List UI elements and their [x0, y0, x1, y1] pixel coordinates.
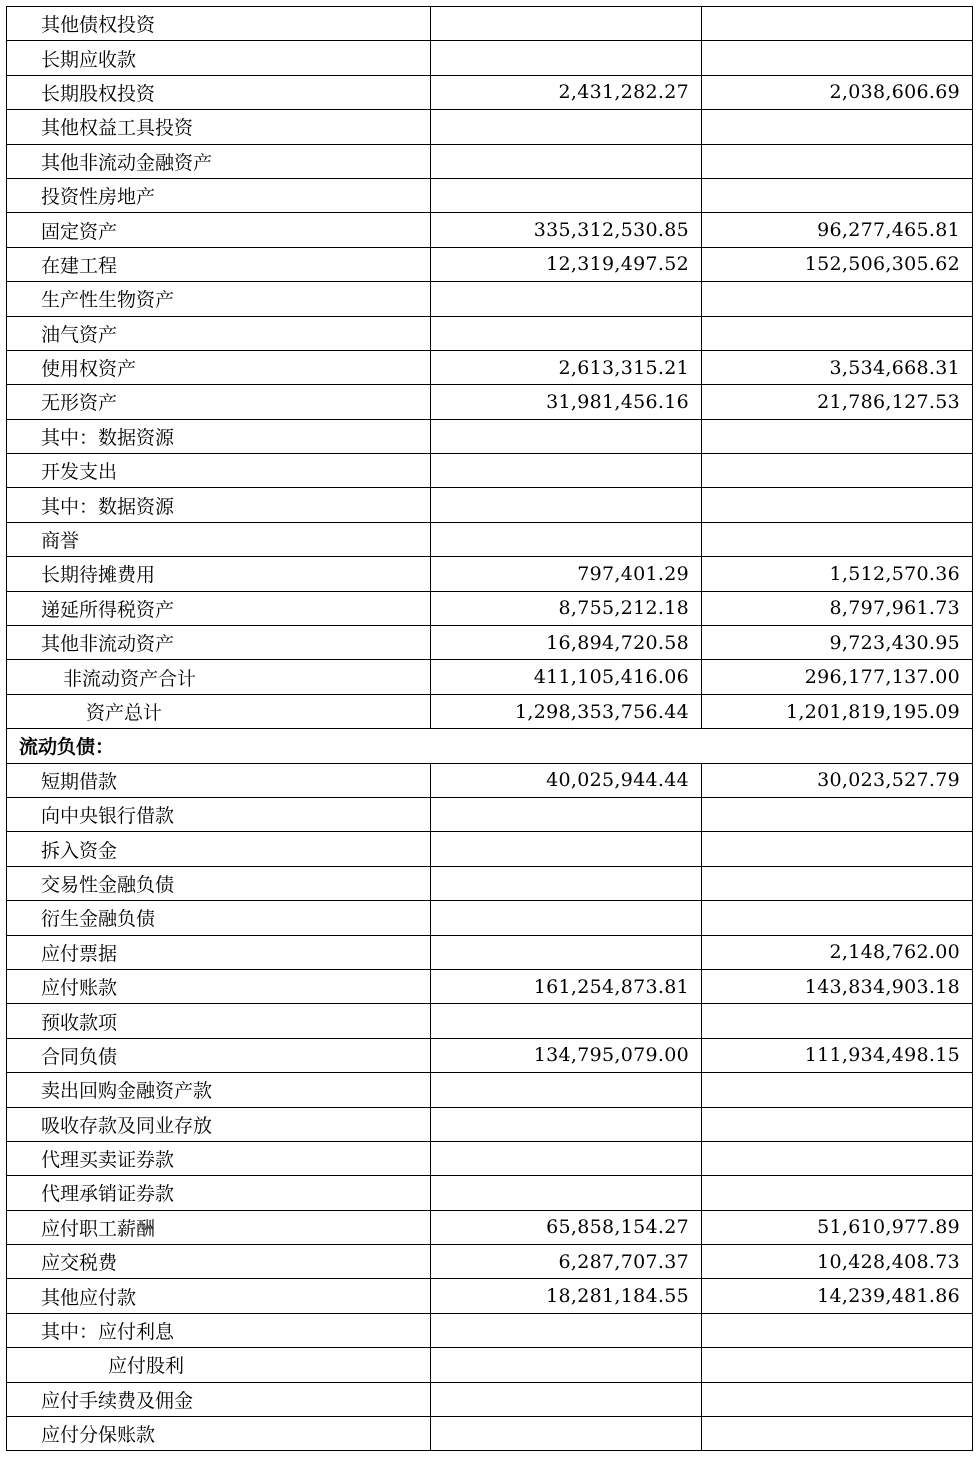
- row-label: 合同负债: [7, 1038, 431, 1072]
- previous-period-value: [702, 282, 973, 316]
- row-label: 无形资产: [7, 385, 431, 419]
- previous-period-value: [702, 522, 973, 556]
- current-period-value: 2,613,315.21: [431, 350, 702, 384]
- current-period-value: [431, 797, 702, 831]
- row-label: 向中央银行借款: [7, 797, 431, 831]
- table-row: [7, 75, 973, 109]
- current-period-value: 31,981,456.16: [431, 385, 702, 419]
- row-label: 其他债权投资: [7, 7, 431, 41]
- table-row: [7, 385, 973, 419]
- previous-period-value: 21,786,127.53: [702, 385, 973, 419]
- previous-period-value: [702, 1004, 973, 1038]
- table-row: [7, 1210, 973, 1244]
- row-label: 其他权益工具投资: [7, 110, 431, 144]
- current-period-value: [431, 832, 702, 866]
- current-period-value: [431, 1313, 702, 1347]
- current-period-value: 8,755,212.18: [431, 591, 702, 625]
- current-period-value: 161,254,873.81: [431, 969, 702, 1003]
- section-title: 流动负债：: [7, 729, 973, 763]
- table-row: [7, 1176, 973, 1210]
- previous-period-value: [702, 454, 973, 488]
- row-label: 资产总计: [7, 694, 431, 728]
- table-row: [7, 419, 973, 453]
- row-label: 长期应收款: [7, 41, 431, 75]
- current-period-value: 40,025,944.44: [431, 763, 702, 797]
- table-row: [7, 316, 973, 350]
- table-row: [7, 1382, 973, 1416]
- row-label: 投资性房地产: [7, 178, 431, 212]
- previous-period-value: [702, 1107, 973, 1141]
- previous-period-value: [702, 1348, 973, 1382]
- table-row: [7, 626, 973, 660]
- table-row: [7, 1038, 973, 1072]
- previous-period-value: 96,277,465.81: [702, 213, 973, 247]
- current-period-value: [431, 866, 702, 900]
- table-row: [7, 213, 973, 247]
- table-row: [7, 350, 973, 384]
- current-period-value: [431, 282, 702, 316]
- previous-period-value: [702, 1417, 973, 1451]
- current-period-value: [431, 178, 702, 212]
- row-label: 预收款项: [7, 1004, 431, 1038]
- row-label: 应付分保账款: [7, 1417, 431, 1451]
- table-row: [7, 522, 973, 556]
- table-row: [7, 866, 973, 900]
- current-period-value: 2,431,282.27: [431, 75, 702, 109]
- previous-period-value: [702, 866, 973, 900]
- table-row: [7, 178, 973, 212]
- table-row: [7, 247, 973, 281]
- current-period-value: 411,105,416.06: [431, 660, 702, 694]
- current-period-value: 797,401.29: [431, 557, 702, 591]
- row-label: 应付职工薪酬: [7, 1210, 431, 1244]
- previous-period-value: [702, 797, 973, 831]
- previous-period-value: [702, 419, 973, 453]
- table-row: [7, 454, 973, 488]
- current-period-value: [431, 488, 702, 522]
- previous-period-value: 14,239,481.86: [702, 1279, 973, 1313]
- balance-sheet-table: [6, 6, 973, 1451]
- previous-period-value: 152,506,305.62: [702, 247, 973, 281]
- current-period-value: 65,858,154.27: [431, 1210, 702, 1244]
- previous-period-value: 9,723,430.95: [702, 626, 973, 660]
- row-label: 拆入资金: [7, 832, 431, 866]
- previous-period-value: 1,512,570.36: [702, 557, 973, 591]
- current-period-value: [431, 316, 702, 350]
- table-row: [7, 1245, 973, 1279]
- row-label: 应付票据: [7, 935, 431, 969]
- previous-period-value: [702, 1073, 973, 1107]
- row-label: 油气资产: [7, 316, 431, 350]
- section-header-row: [7, 729, 973, 763]
- current-period-value: [431, 1073, 702, 1107]
- table-row: [7, 591, 973, 625]
- table-row: [7, 1073, 973, 1107]
- row-label: 代理买卖证券款: [7, 1141, 431, 1175]
- row-label: 在建工程: [7, 247, 431, 281]
- current-period-value: [431, 935, 702, 969]
- row-label: 交易性金融负债: [7, 866, 431, 900]
- previous-period-value: 2,148,762.00: [702, 935, 973, 969]
- row-label: 应付手续费及佣金: [7, 1382, 431, 1416]
- current-period-value: [431, 1004, 702, 1038]
- current-period-value: [431, 144, 702, 178]
- previous-period-value: 30,023,527.79: [702, 763, 973, 797]
- previous-period-value: 111,934,498.15: [702, 1038, 973, 1072]
- row-label: 其他非流动金融资产: [7, 144, 431, 178]
- row-label: 递延所得税资产: [7, 591, 431, 625]
- row-label: 非流动资产合计: [7, 660, 431, 694]
- previous-period-value: [702, 1313, 973, 1347]
- table-row: [7, 41, 973, 75]
- current-period-value: [431, 1107, 702, 1141]
- row-label: 长期股权投资: [7, 75, 431, 109]
- row-label: 其他应付款: [7, 1279, 431, 1313]
- current-period-value: [431, 110, 702, 144]
- row-label: 应付股利: [7, 1348, 431, 1382]
- table-row: [7, 282, 973, 316]
- table-row: [7, 832, 973, 866]
- table-row: [7, 1141, 973, 1175]
- row-label: 开发支出: [7, 454, 431, 488]
- previous-period-value: 10,428,408.73: [702, 1245, 973, 1279]
- row-label: 其他非流动资产: [7, 626, 431, 660]
- table-row: [7, 1348, 973, 1382]
- current-period-value: [431, 41, 702, 75]
- previous-period-value: 8,797,961.73: [702, 591, 973, 625]
- row-label: 应交税费: [7, 1245, 431, 1279]
- row-label: 其中：应付利息: [7, 1313, 431, 1347]
- row-label: 生产性生物资产: [7, 282, 431, 316]
- table-row: [7, 1107, 973, 1141]
- current-period-value: [431, 419, 702, 453]
- table-row: [7, 694, 973, 728]
- table-row: [7, 1279, 973, 1313]
- previous-period-value: [702, 1141, 973, 1175]
- previous-period-value: [702, 1382, 973, 1416]
- balance-sheet-body: [7, 7, 973, 1451]
- previous-period-value: 296,177,137.00: [702, 660, 973, 694]
- current-period-value: 18,281,184.55: [431, 1279, 702, 1313]
- table-row: [7, 1004, 973, 1038]
- current-period-value: [431, 454, 702, 488]
- row-label: 代理承销证券款: [7, 1176, 431, 1210]
- table-row: [7, 935, 973, 969]
- previous-period-value: [702, 41, 973, 75]
- previous-period-value: [702, 488, 973, 522]
- row-label: 短期借款: [7, 763, 431, 797]
- table-row: [7, 488, 973, 522]
- current-period-value: [431, 1176, 702, 1210]
- previous-period-value: 3,534,668.31: [702, 350, 973, 384]
- row-label: 应付账款: [7, 969, 431, 1003]
- table-row: [7, 660, 973, 694]
- current-period-value: 1,298,353,756.44: [431, 694, 702, 728]
- table-row: [7, 969, 973, 1003]
- previous-period-value: [702, 7, 973, 41]
- previous-period-value: 1,201,819,195.09: [702, 694, 973, 728]
- row-label: 其中：数据资源: [7, 488, 431, 522]
- previous-period-value: [702, 316, 973, 350]
- table-row: [7, 110, 973, 144]
- table-row: [7, 763, 973, 797]
- current-period-value: [431, 522, 702, 556]
- previous-period-value: [702, 144, 973, 178]
- previous-period-value: [702, 832, 973, 866]
- table-row: [7, 144, 973, 178]
- row-label: 固定资产: [7, 213, 431, 247]
- row-label: 卖出回购金融资产款: [7, 1073, 431, 1107]
- table-row: [7, 1313, 973, 1347]
- current-period-value: 6,287,707.37: [431, 1245, 702, 1279]
- current-period-value: [431, 1141, 702, 1175]
- previous-period-value: [702, 178, 973, 212]
- current-period-value: [431, 1348, 702, 1382]
- table-row: [7, 557, 973, 591]
- previous-period-value: 2,038,606.69: [702, 75, 973, 109]
- table-row: [7, 1417, 973, 1451]
- table-row: [7, 797, 973, 831]
- current-period-value: 335,312,530.85: [431, 213, 702, 247]
- current-period-value: [431, 1382, 702, 1416]
- table-row: [7, 7, 973, 41]
- current-period-value: 12,319,497.52: [431, 247, 702, 281]
- current-period-value: 134,795,079.00: [431, 1038, 702, 1072]
- previous-period-value: [702, 1176, 973, 1210]
- previous-period-value: 51,610,977.89: [702, 1210, 973, 1244]
- current-period-value: [431, 901, 702, 935]
- previous-period-value: [702, 901, 973, 935]
- row-label: 其中：数据资源: [7, 419, 431, 453]
- previous-period-value: 143,834,903.18: [702, 969, 973, 1003]
- row-label: 长期待摊费用: [7, 557, 431, 591]
- row-label: 吸收存款及同业存放: [7, 1107, 431, 1141]
- current-period-value: 16,894,720.58: [431, 626, 702, 660]
- current-period-value: [431, 7, 702, 41]
- row-label: 使用权资产: [7, 350, 431, 384]
- row-label: 衍生金融负债: [7, 901, 431, 935]
- row-label: 商誉: [7, 522, 431, 556]
- current-period-value: [431, 1417, 702, 1451]
- previous-period-value: [702, 110, 973, 144]
- table-row: [7, 901, 973, 935]
